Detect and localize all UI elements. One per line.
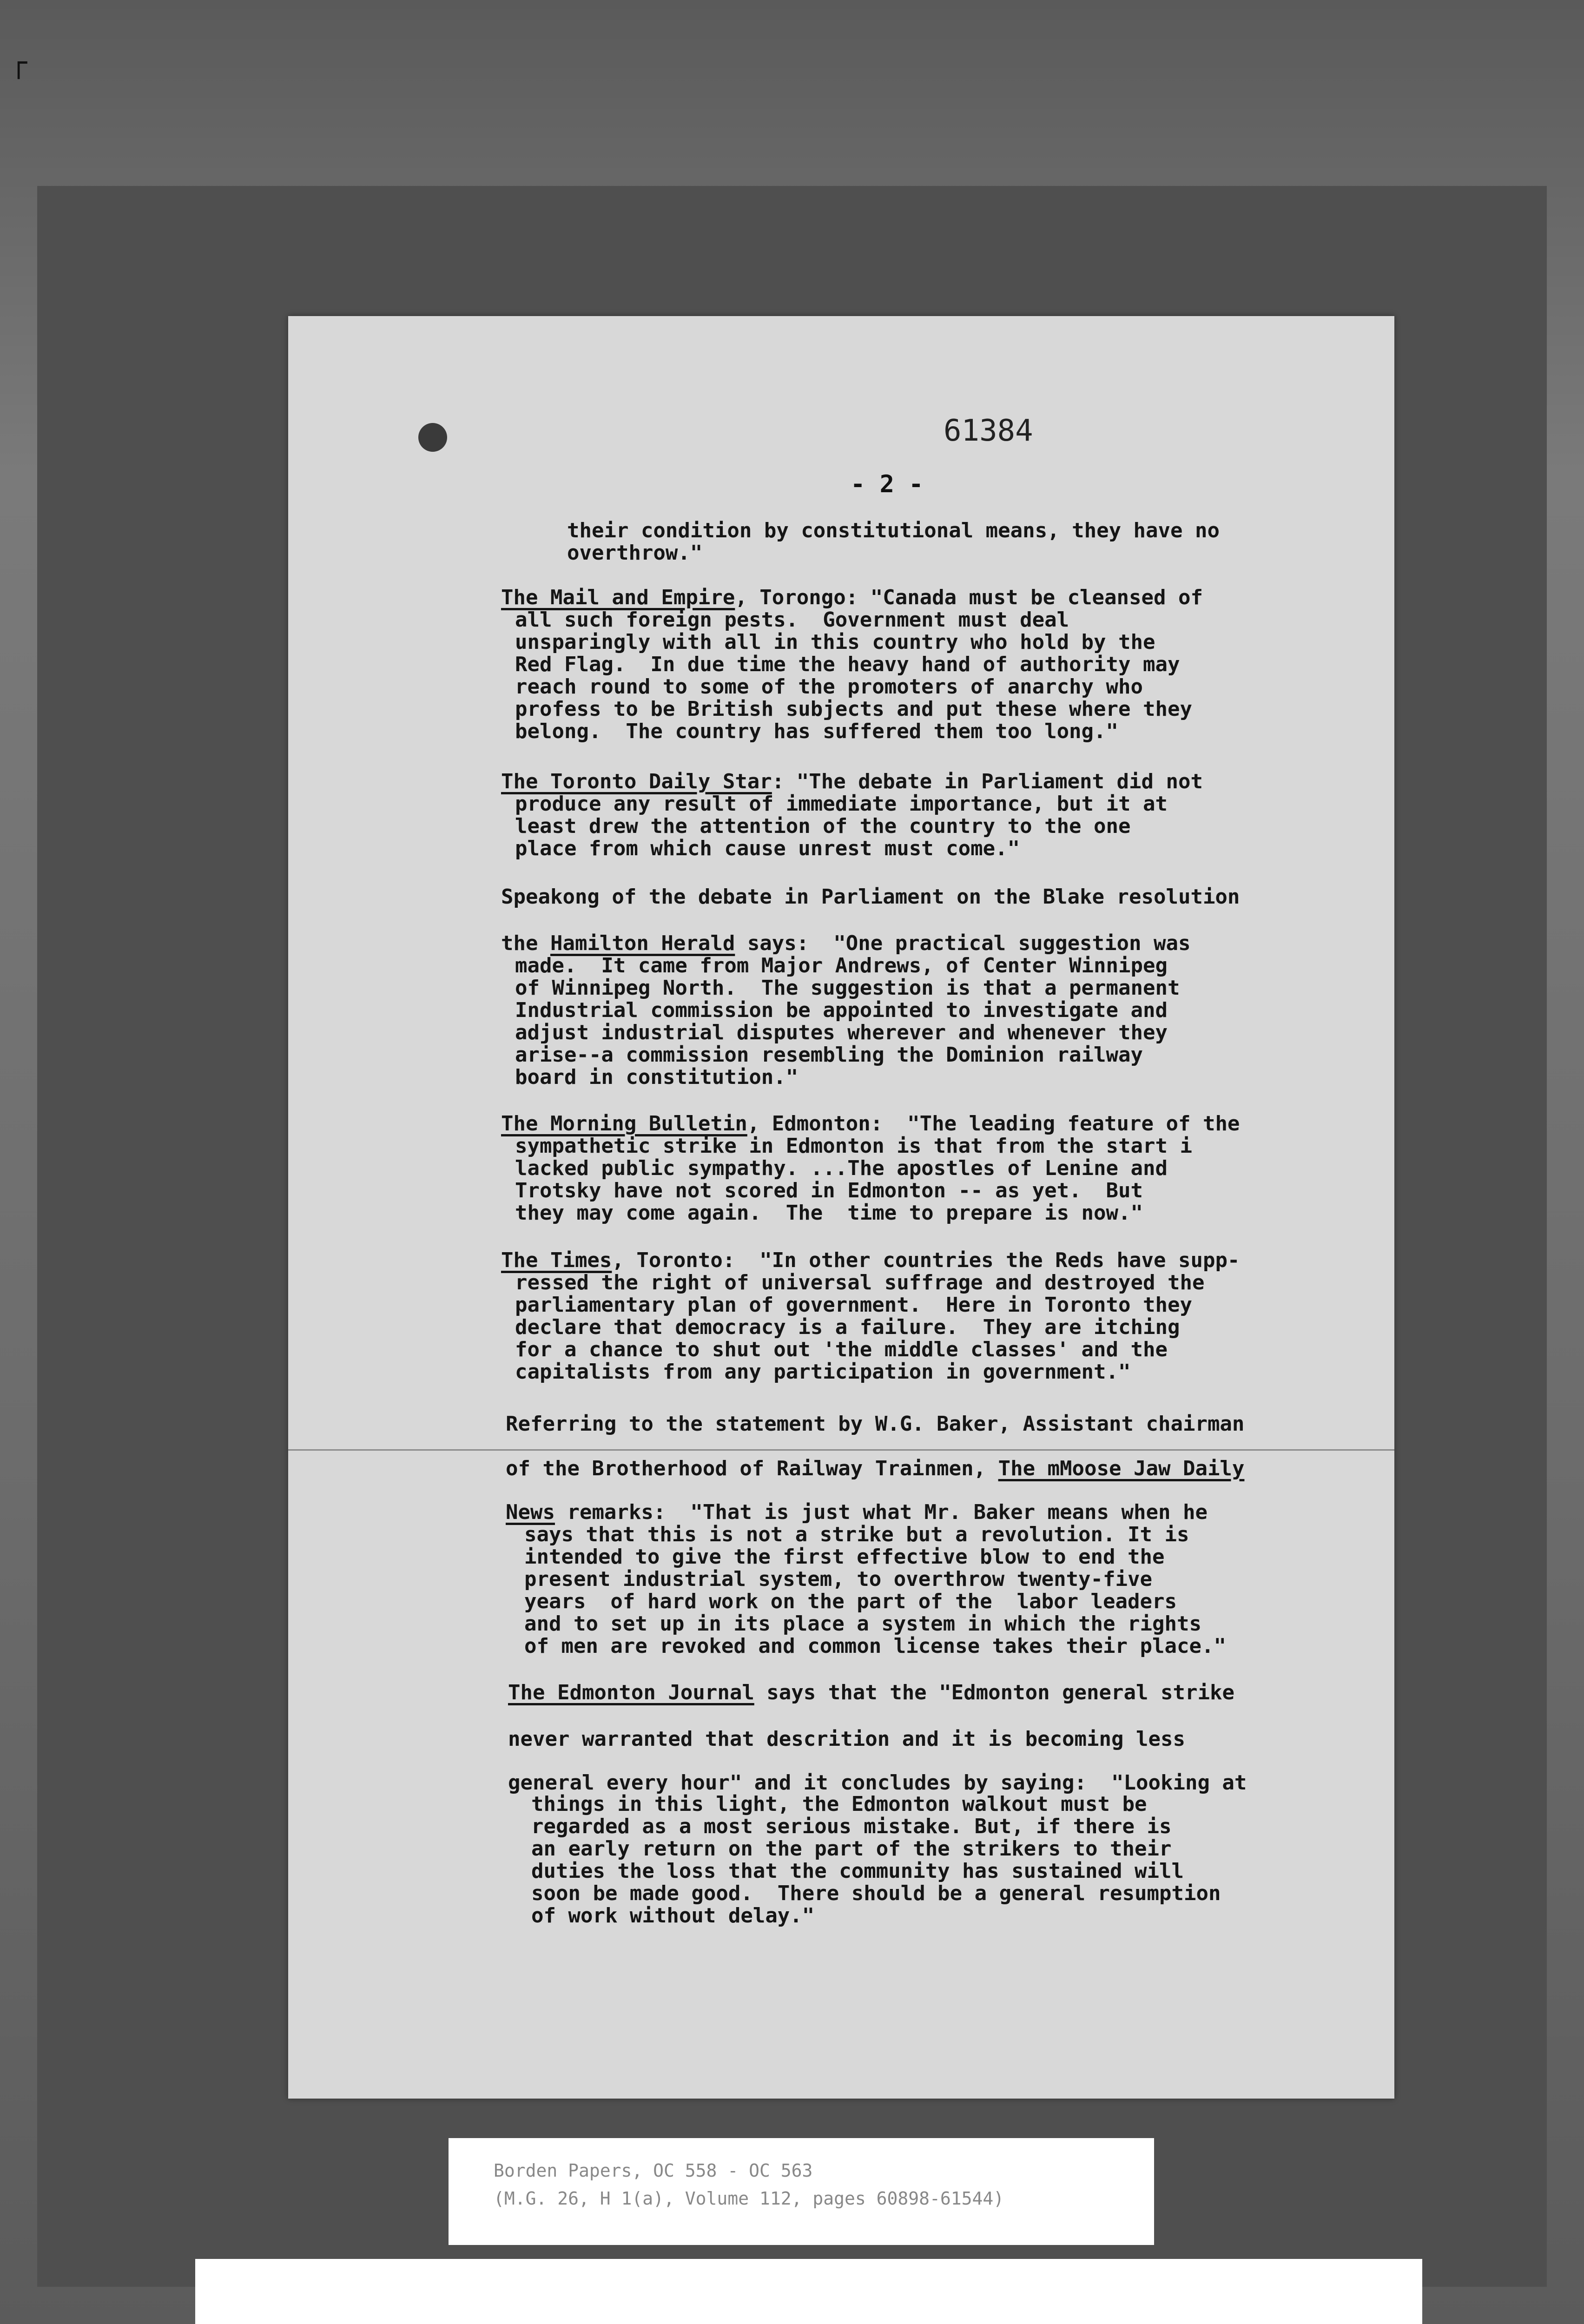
quote-line: intended to give the first effective blow to end the	[524, 1545, 1165, 1569]
quote-line: Industrial commission be appointed to investigate and	[515, 998, 1168, 1022]
quote-line: sympathetic strike in Edmonton is that from the start i	[515, 1134, 1192, 1158]
quote-line: of Winnipeg North. The suggestion is that a permanent	[515, 976, 1180, 1000]
quote-line: capitalists from any participation in government."	[515, 1360, 1131, 1384]
mail-empire-body	[515, 609, 1192, 743]
edmonton-journal-line-2: never warranted that descrition and it is becoming less	[508, 1727, 1185, 1751]
quote-line: and to set up in its place a system in which the rights	[524, 1612, 1201, 1636]
quote-line: of men are revoked and common license takes their place."	[524, 1634, 1226, 1658]
times-quote: The Times, Toronto: "In other countries the Reds have supp-	[501, 1248, 1240, 1272]
morning-bulletin-body	[515, 1135, 1192, 1224]
quote-line: least drew the attention of the country to the one	[515, 814, 1131, 838]
toronto-star-quote: The Toronto Daily Star: "The debate in Parliament did not	[501, 770, 1203, 793]
quote-line: place from which cause unrest must come."	[515, 837, 1020, 860]
quote-line: arise--a commission resembling the Dominion railway	[515, 1043, 1143, 1067]
reference-line-2: (M.G. 26, H 1(a), Volume 112, pages 60898-61544)	[494, 2188, 1004, 2209]
quote-line: duties the loss that the community has sustained will	[531, 1859, 1184, 1883]
source-hamilton-herald: Hamilton Herald	[550, 931, 735, 955]
quote-line: an early return on the part of the strikers to their	[531, 1837, 1172, 1861]
corner-mark-top-left: ┌	[10, 46, 27, 79]
quote-line: all such foreign pests. Government must deal	[515, 608, 1069, 632]
quote-line: made. It came from Major Andrews, of Center Winnipeg	[515, 954, 1168, 977]
quote-line: adjust industrial disputes wherever and whenever they	[515, 1021, 1168, 1044]
edmonton-journal-line-3: general every hour" and it concludes by saying: "Looking at	[508, 1771, 1247, 1795]
source-mail-and-empire: The Mail and Empire	[501, 586, 735, 609]
quote-line: declare that democracy is a failure. They are itching	[515, 1315, 1180, 1339]
quote-line: unsparingly with all in this country who hold by the	[515, 630, 1155, 654]
intro-line: their condition by constitutional means, they have no	[567, 519, 1220, 542]
quote-line: reach round to some of the promoters of anarchy who	[515, 675, 1143, 699]
quote-line: regarded as a most serious mistake. But, if there is	[531, 1815, 1172, 1838]
quote-line: ressed the right of universal suffrage and destroyed the	[515, 1271, 1205, 1294]
quote-line: Trotsky have not scored in Edmonton -- as yet. But	[515, 1179, 1143, 1202]
quote-line: they may come again. The time to prepare is now."	[515, 1201, 1143, 1225]
quote-line: soon be made good. There should be a general resumption	[531, 1882, 1221, 1905]
quote-line: things in this light, the Edmonton walkout must be	[531, 1792, 1147, 1816]
fold-line	[288, 1449, 1394, 1451]
hamilton-herald-quote: the Hamilton Herald says: "One practical suggestion was	[501, 931, 1191, 955]
document-number: 61384	[944, 414, 1033, 448]
baker-intro-line-2: of the Brotherhood of Railway Trainmen, The mMoose Jaw Daily	[506, 1457, 1245, 1480]
quote-line: belong. The country has suffered them too long."	[515, 720, 1119, 743]
intro-line: overthrow."	[567, 541, 703, 565]
hamilton-herald-body	[515, 955, 1180, 1089]
source-the-times: The Times	[501, 1248, 612, 1272]
source-toronto-daily-star: The Toronto Daily Star	[501, 770, 772, 793]
quote-line: lacked public sympathy. ...The apostles of Lenine and	[515, 1156, 1168, 1180]
source-moose-jaw-daily: The mMoose Jaw Daily	[998, 1457, 1245, 1480]
times-body	[515, 1272, 1204, 1383]
edmonton-journal-line-1: The Edmonton Journal says that the "Edmonton general strike	[508, 1681, 1234, 1704]
quote-line: for a chance to shut out 'the middle classes' and the	[515, 1338, 1168, 1361]
archive-card	[195, 2259, 1422, 2324]
quote-line: years of hard work on the part of the labor leaders	[524, 1590, 1177, 1613]
reference-line-1: Borden Papers, OC 558 - OC 563	[494, 2160, 813, 2181]
mail-empire-first-line: The Mail and Empire, Torongo: "Canada must be cleansed of	[501, 586, 1203, 609]
moose-jaw-body	[524, 1524, 1226, 1657]
quote-line: parliamentary plan of government. Here in Toronto they	[515, 1293, 1192, 1317]
edmonton-journal-body	[531, 1793, 1221, 1927]
baker-intro-line-1: Referring to the statement by W.G. Baker, Assistant chairman	[506, 1412, 1245, 1436]
punch-hole	[418, 423, 447, 452]
quote-line: profess to be British subjects and put these where they	[515, 697, 1192, 721]
source-moose-jaw-news: News	[506, 1500, 555, 1524]
blake-resolution-intro: Speakong of the debate in Parliament on the Blake resolution	[501, 885, 1240, 909]
source-edmonton-journal: The Edmonton Journal	[508, 1681, 754, 1704]
moose-jaw-quote: News remarks: "That is just what Mr. Baker means when he	[506, 1500, 1208, 1524]
intro-paragraph	[567, 520, 1220, 564]
source-morning-bulletin: The Morning Bulletin	[501, 1112, 747, 1136]
quote-line: of work without delay."	[531, 1904, 815, 1928]
quote-line: Red Flag. In due time the heavy hand of authority may	[515, 653, 1180, 676]
toronto-star-body	[515, 793, 1168, 860]
morning-bulletin-quote: The Morning Bulletin, Edmonton: "The leading feature of the	[501, 1112, 1240, 1136]
quote-line: present industrial system, to overthrow twenty-five	[524, 1567, 1153, 1591]
quote-line: says that this is not a strike but a revolution. It is	[524, 1523, 1189, 1546]
quote-line: board in constitution."	[515, 1065, 799, 1089]
quote-line: produce any result of immediate importance, but it at	[515, 792, 1168, 816]
mail-empire-quote	[501, 587, 1203, 609]
page-number: - 2 -	[851, 470, 924, 498]
